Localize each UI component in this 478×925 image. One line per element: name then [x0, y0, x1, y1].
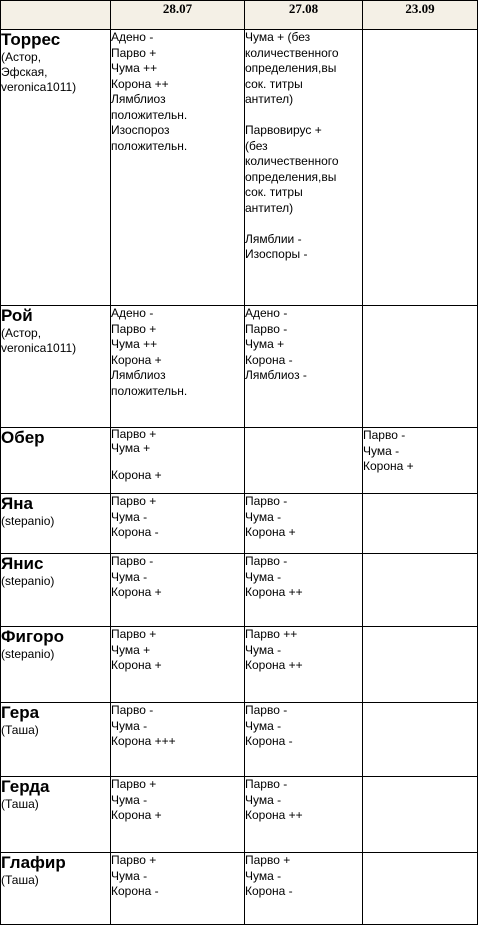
owner-list: (stepanio) — [1, 514, 55, 528]
animal-name: Рой — [1, 306, 33, 325]
result-text: Парво - Чума - Корона + — [363, 428, 414, 473]
result-cell — [363, 428, 478, 494]
animal-cell — [1, 428, 111, 494]
date-header: 27.08 — [245, 1, 363, 30]
result-text: Парво - Чума - Корона + — [111, 554, 162, 599]
result-text: Парво + Чума - Корона - — [111, 853, 159, 898]
result-cell — [111, 853, 245, 925]
result-text: Парво - Чума - Корона + — [245, 494, 296, 539]
date-header: 28.07 — [111, 1, 245, 30]
table-row — [1, 30, 478, 306]
owner-list: (Астор, veronica1011) — [1, 326, 77, 355]
animal-name: Герда — [1, 777, 50, 796]
animal-name: Гера — [1, 703, 40, 722]
animal-name: Янис — [1, 554, 44, 573]
result-cell — [245, 853, 363, 925]
animal-name: Яна — [1, 494, 33, 513]
result-text: Парво - Чума - Корона ++ — [245, 777, 303, 822]
result-cell — [111, 703, 245, 777]
result-cell — [245, 627, 363, 703]
result-text: Парво - Чума - Корона +++ — [111, 703, 176, 748]
table-row — [1, 306, 478, 428]
result-text: Парво + Чума - Корона + — [111, 777, 162, 822]
animal-name: Торрес — [1, 30, 61, 49]
result-cell — [245, 306, 363, 428]
owner-list: (Таша) — [1, 797, 39, 811]
result-cell — [111, 494, 245, 554]
result-cell — [111, 777, 245, 853]
table-row — [1, 428, 478, 494]
owner-list: (Таша) — [1, 723, 39, 737]
result-cell — [245, 777, 363, 853]
result-cell — [111, 30, 245, 306]
result-cell — [245, 554, 363, 627]
animal-cell — [1, 777, 111, 853]
result-cell — [111, 627, 245, 703]
result-text: Парво - Чума - Корона - — [245, 703, 293, 748]
result-cell — [363, 703, 478, 777]
result-text: Адено - Парво + Чума ++ Корона ++ Лямблиоз положительн. Изоспороз положительн. — [111, 30, 188, 153]
result-text: Парво ++ Чума - Корона ++ — [245, 627, 303, 672]
table-row — [1, 627, 478, 703]
result-text: Парво + Чума + Корона + — [111, 627, 162, 672]
result-text: Парво + Чума - Корона - — [111, 494, 159, 539]
owner-list: (stepanio) — [1, 574, 55, 588]
owner-list: (stepanio) — [1, 647, 55, 661]
result-text: Парво + Чума + Корона + — [111, 427, 162, 482]
result-cell — [363, 853, 478, 925]
result-cell — [363, 306, 478, 428]
result-cell — [111, 554, 245, 627]
animal-name: Глафир — [1, 853, 66, 872]
result-cell — [363, 627, 478, 703]
result-cell — [245, 428, 363, 494]
header-corner-cell — [1, 1, 111, 30]
table-row — [1, 554, 478, 627]
result-cell — [363, 30, 478, 306]
animal-cell — [1, 554, 111, 627]
animal-cell — [1, 494, 111, 554]
result-cell — [363, 777, 478, 853]
result-cell — [245, 703, 363, 777]
table-row — [1, 853, 478, 925]
owner-list: (Астор, Эфская, veronica1011) — [1, 50, 77, 94]
result-cell — [111, 428, 245, 494]
result-text: Парво + Чума - Корона - — [245, 853, 293, 898]
owner-list: (Таша) — [1, 873, 39, 887]
result-text: Чума + (без количественного определения,вы сок. титры антител) Парвовирус + (без количественного определения,вы сок. титры антител) Лямблии - Изоспоры - — [245, 30, 339, 261]
result-text: Парво - Чума - Корона ++ — [245, 554, 303, 599]
result-text: Адено - Парво + Чума ++ Корона + Лямблиоз положительн. — [111, 306, 188, 398]
table-row — [1, 703, 478, 777]
animal-cell — [1, 627, 111, 703]
result-cell — [363, 494, 478, 554]
result-cell — [245, 494, 363, 554]
animal-cell — [1, 306, 111, 428]
animal-cell — [1, 30, 111, 306]
result-cell — [111, 306, 245, 428]
date-header: 23.09 — [363, 1, 478, 30]
result-text: Адено - Парво - Чума + Корона - Лямблиоз - — [245, 306, 307, 382]
result-cell — [363, 554, 478, 627]
animal-cell — [1, 853, 111, 925]
header-row — [1, 1, 478, 30]
animal-cell — [1, 703, 111, 777]
animal-name: Фигоро — [1, 627, 64, 646]
animal-name: Обер — [1, 428, 45, 447]
table-row — [1, 494, 478, 554]
result-cell — [245, 30, 363, 306]
table-row — [1, 777, 478, 853]
